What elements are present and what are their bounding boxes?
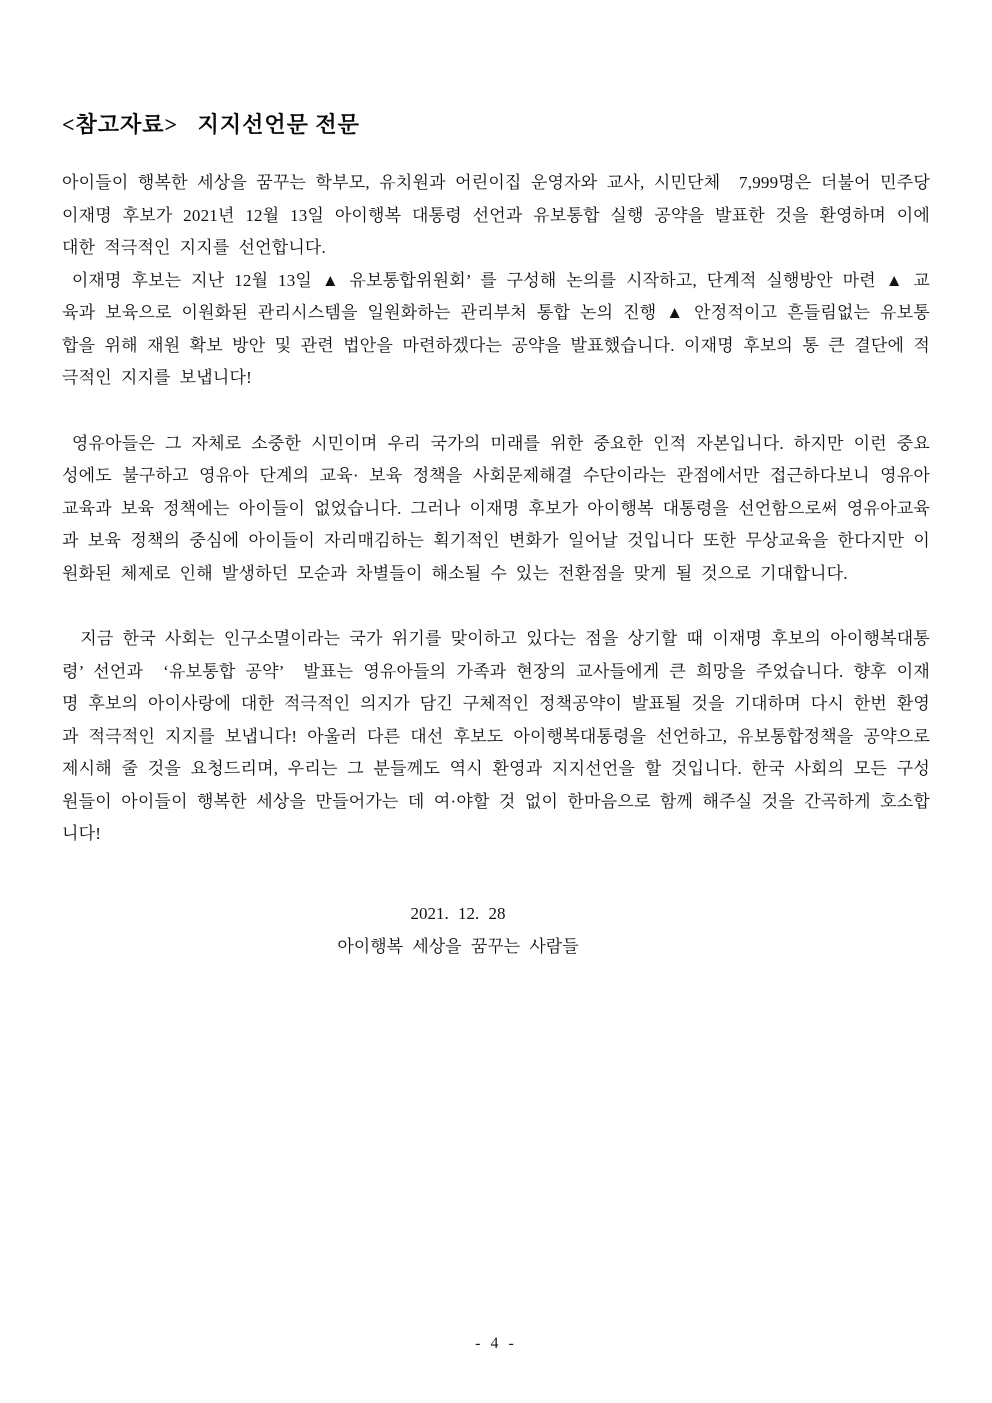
- closing-block: [62, 897, 854, 963]
- paragraph-intro: 아이들이 행복한 세상을 꿈꾸는 학부모, 유치원과 어린이집 운영자와 교사, 시민단체 7,999명은 더불어 민주당 이재명 후보가 2021년 12월 13일 아이행복 대통령 선언과 유보통합 실행 공약을 발표한 것을 환영하며 이에 대한 적극적인 지지를 선언합니다.: [62, 173, 939, 257]
- page-title: <참고자료> 지지선언문 전문: [62, 112, 360, 137]
- signature-group-name: 아이행복 세상을 꿈꾸는 사람들: [337, 936, 579, 956]
- page-number: - 4 -: [475, 1335, 517, 1352]
- paragraph-children-value: 영유아들은 그 자체로 소중한 시민이며 우리 국가의 미래를 위한 중요한 인적 자본입니다. 하지만 이런 중요성에도 불구하고 영유아 단계의 교육· 보육 정책을 사회문제해결 수단이라는 관점에서만 접근하다보니 영유아교육과 보육 정책에는 아이들이 없었습니다. 그러나 이재명 후보가 아이행복 대통령을 선언함으로써 영유아교육과 보육 정책의 중심에 아이들이 자리매김하는 획기적인 변화가 일어날 것입니다 또한 무상교육을 한다지만 이원화된 체제로 인해 발생하던 모순과 차별들이 해소될 수 있는 전환점을 맞게 될 것으로 기대합니다.: [62, 433, 930, 583]
- declaration-date: 2021. 12. 28: [410, 903, 506, 923]
- paragraph-pledge-summary: 이재명 후보는 지난 12월 13일 ▲ 유보통합위원회’ 를 구성해 논의를 시작하고, 단계적 실행방안 마련 ▲ 교육과 보육으로 이원화된 관리시스템을 일원화하는 관리부처 통합 논의 진행 ▲ 안정적이고 흔들림없는 유보통합을 위해 재원 확보 방안 및 관련 법안을 마련하겠다는 공약을 발표했습니다. 이재명 후보의 통 큰 결단에 적극적인 지지를 보냅니다!: [62, 270, 931, 387]
- paragraph-appeal: 지금 한국 사회는 인구소멸이라는 국가 위기를 맞이하고 있다는 점을 상기할 때 이재명 후보의 아이행복대통령’ 선언과 ‘유보통합 공약’ 발표는 영유아들의 가족과 현장의 교사들에게 큰 희망을 주었습니다. 향후 이재명 후보의 아이사랑에 대한 적극적인 의지가 담긴 구체적인 정책공약이 발표될 것을 기대하며 다시 한번 환영과 적극적인 지지를 보냅니다! 아울러 다른 대선 후보도 아이행복대통령을 선언하고, 유보통합정책을 공약으로 제시해 줄 것을 요청드리며, 우리는 그 분들께도 역시 환영과 지지선언을 할 것입니다. 한국 사회의 모든 구성원들이 아이들이 행복한 세상을 만들어가는 데 여·야할 것 없이 한마음으로 함께 해주실 것을 간곡하게 호소합니다!: [62, 629, 939, 843]
